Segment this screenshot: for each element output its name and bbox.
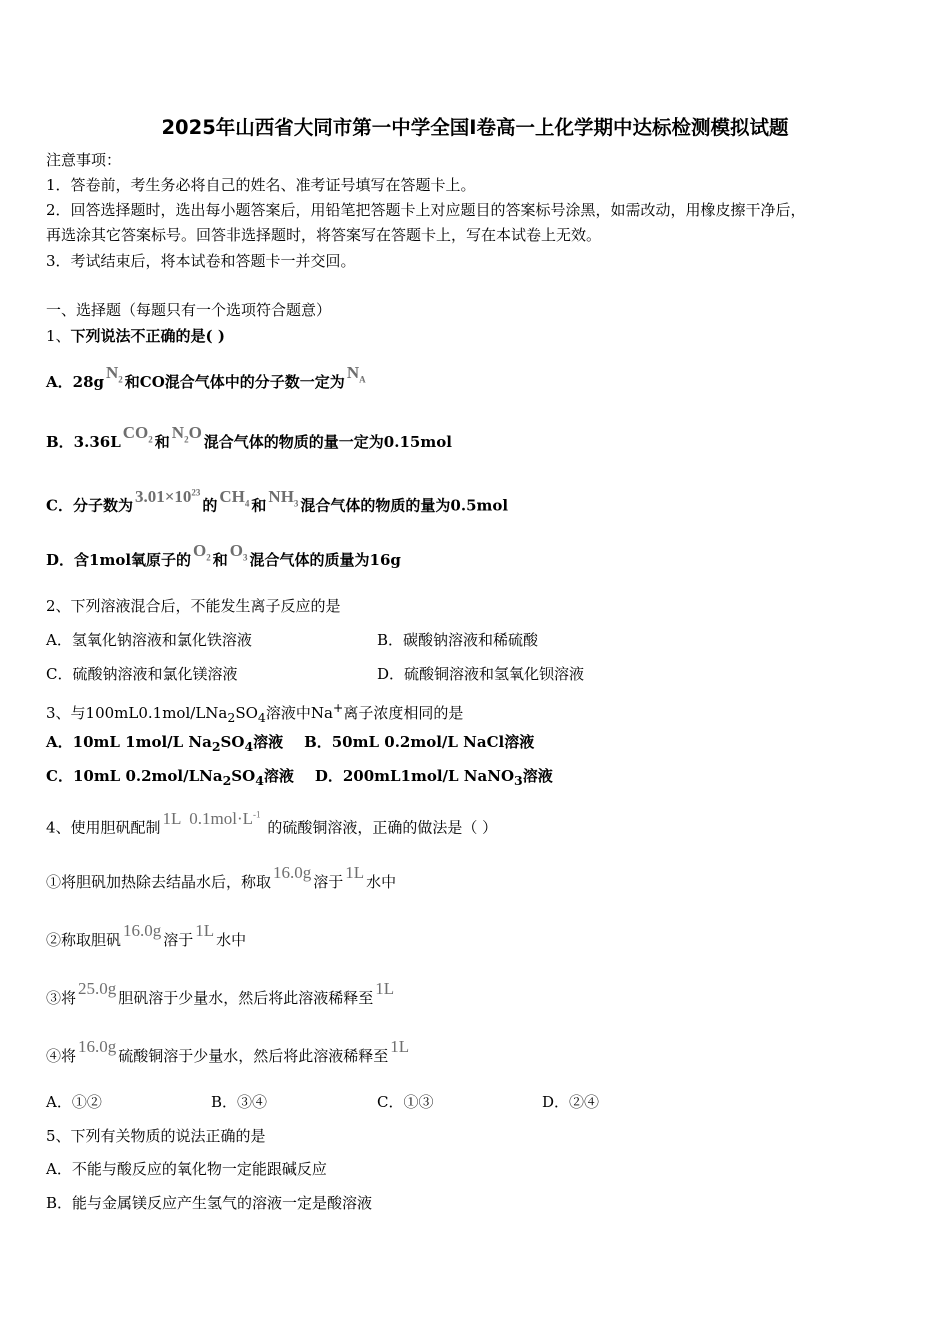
q4-statement-3: ③将 25.0g 胆矾溶于少量水，然后将此溶液稀释至 1L (46, 979, 395, 1007)
q2-option-a: A．氢氧化钠溶液和氯化铁溶液 (46, 631, 252, 649)
notice-item-2b: 再选涂其它答案标号。回答非选择题时，将答案写在答题卡上，写在本试卷上无效。 (46, 226, 602, 244)
formula-o3: $O_3$ (229, 541, 248, 563)
formula-na: $N_A$ (346, 363, 366, 385)
formula-n2: $N_2$ (106, 363, 123, 385)
question-1-text: 下列说法不正确的是( ) (70, 327, 225, 345)
q4-statement-2: ②称取胆矾 16.0g 溶于 1L 水中 (46, 921, 247, 949)
q4-option-c: C．①③ (377, 1093, 434, 1111)
q5-option-b: B．能与金属镁反应产生氢气的溶液一定是酸溶液 (46, 1194, 373, 1212)
formula-avogadro: $3.01\times 10^{23}$ (134, 486, 201, 506)
q3-option-b: B．50mL 0.2mol/L NaCl溶液 (304, 733, 535, 751)
q5-option-a: A．不能与酸反应的氧化物一定能跟碱反应 (46, 1160, 327, 1178)
section-heading: 一、选择题（每题只有一个选项符合题意） (46, 301, 332, 319)
q4-option-b: B．③④ (211, 1093, 268, 1111)
q3-option-d: D．200mL1mol/L NaNO$_3$溶液 (314, 767, 553, 788)
q2-option-b: B．碳酸钠溶液和稀硫酸 (377, 631, 539, 649)
q3-options-cd (46, 766, 553, 791)
q2-option-d: D．硫酸铜溶液和氢氧化钡溶液 (377, 665, 585, 683)
formula-concentration: 1L $0.1mol\cdot L^{-1}$ (162, 808, 261, 828)
q4-statement-4: ④将 16.0g 硫酸铜溶于少量水，然后将此溶液稀释至 1L (46, 1037, 410, 1065)
q1-option-a: A．28g $N_2$ 和CO混合气体中的分子数一定为 $N_A$ (46, 363, 366, 391)
formula-ch4: $CH_4$ (219, 486, 250, 509)
formula-nh3: $NH_3$ (268, 486, 299, 509)
formula-co2: $CO_2$ (122, 423, 153, 445)
q1-option-c: C．分子数为 $3.01\times 10^{23}$的 $CH_4$ 和 $NH_3$ 混合气体的物质的量为0.5mol (46, 486, 509, 515)
q4-statement-1: ①将胆矾加热除去结晶水后，称取 16.0g 溶于 1L 水中 (46, 863, 397, 891)
question-3-stem: 3、与$100mL0.1mol/LNa_2SO_4$溶液中Na+离子浓度相同的是 (46, 700, 464, 725)
question-2-stem: 2、下列溶液混合后，不能发生离子反应的是 (46, 597, 341, 615)
question-5-stem: 5、下列有关物质的说法正确的是 (46, 1127, 266, 1145)
q3-option-a: A．10mL 1mol/L $Na_2SO_4$溶液 (46, 733, 284, 754)
q3-options-ab (46, 732, 534, 757)
q2-option-c: C．硫酸钠溶液和氯化镁溶液 (46, 665, 238, 683)
formula-o2: $O_2$ (193, 541, 211, 563)
question-1-stem (46, 326, 225, 346)
q3-option-c: C．10mL $0.2mol/LNa_2SO_4$溶液 (46, 767, 294, 788)
q1-option-d: D．含1mol氧原子的 $O_2$ 和 $O_3$ 混合气体的质量为16g (46, 541, 401, 569)
notice-item-3: 3．考试结束后，将本试卷和答题卡一并交回。 (46, 252, 356, 270)
q1-option-b: B．3.36L $CO_2$ 和 $N_2O$ 混合气体的物质的量一定为0.15mol (46, 423, 452, 451)
notice-heading: 注意事项： (46, 151, 122, 169)
formula-n2o: $N_2O$ (171, 423, 202, 445)
q4-option-a: A．①② (46, 1093, 102, 1111)
page-title: 2025年山西省大同市第一中学全国Ⅰ卷高一上化学期中达标检测模拟试题 (161, 116, 789, 139)
notice-item-2a: 2．回答选择题时，选出每小题答案后，用铅笔把答题卡上对应题目的答案标号涂黑，如需改动，用橡皮擦干净后， (46, 201, 806, 219)
question-4-stem: 4、使用胆矾配制 1L $0.1mol\cdot L^{-1}$ 的硫酸铜溶液，正确的做法是（ ） (46, 808, 498, 837)
notice-item-1: 1．答卷前，考生务必将自己的姓名、准考证号填写在答题卡上。 (46, 176, 476, 194)
q4-option-d: D．②④ (542, 1093, 600, 1111)
question-1-number: 1、 (46, 327, 71, 345)
